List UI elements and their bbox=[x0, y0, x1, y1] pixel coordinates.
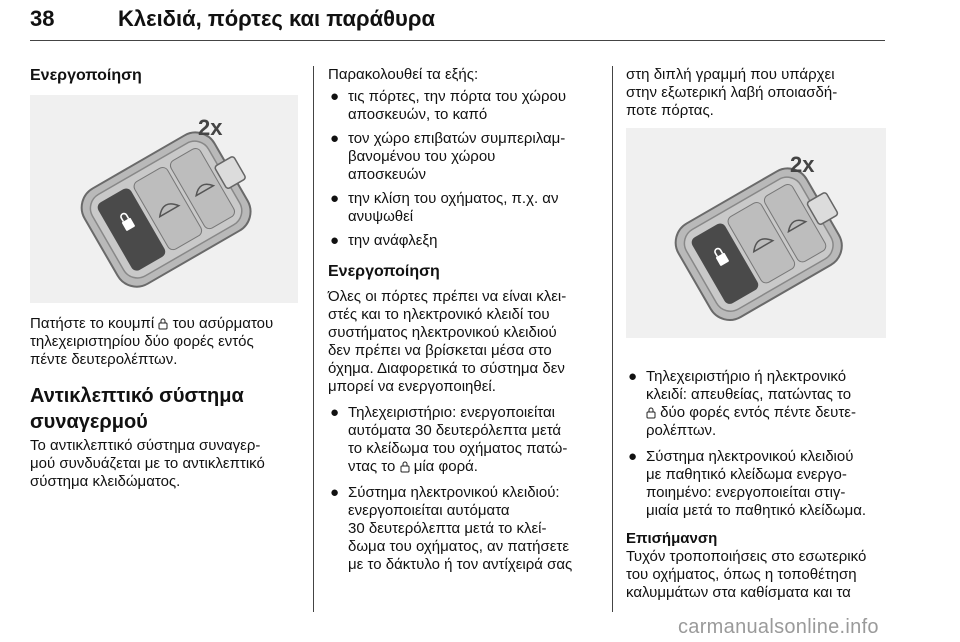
list-item: ● Σύστημα ηλεκτρονικού κλειδιού με παθητικό κλείδωμα ενεργο- ποιημένο: ενεργοποιείται στιγ- μιαία μετά το παθητικό κλείδωμα. bbox=[628, 448, 867, 519]
key-remote-illustration bbox=[626, 128, 886, 338]
column-3 bbox=[626, 66, 898, 602]
text-line: τηλεχειριστηρίου δύο φορές εντός bbox=[30, 333, 254, 350]
bullet-dot: ● bbox=[330, 232, 340, 249]
monitored-list bbox=[328, 88, 606, 250]
list-item: ● Σύστημα ηλεκτρονικού κλειδιού: ενεργοποιείται αυτόματα 30 δευτερόλεπτα μετά το κλεί- δωμα του οχήματος, αν πατήσετε με το δάκτυλο ή τον αντίχειρά σας bbox=[330, 484, 573, 573]
bullet-dot: ● bbox=[628, 448, 638, 465]
list-item: ● Τηλεχειριστήριο ή ηλεκτρονικό κλειδί: απευθείας, πατώντας το δύο φορές εντός πέντε δευτε- ρολέπτων. bbox=[628, 368, 856, 439]
section-heading: Ενεργοποίηση bbox=[328, 263, 440, 280]
paragraph: στη διπλή γραμμή που υπάρχει στην εξωτερική λαβή οποιασδή- ποτε πόρτας. bbox=[626, 66, 838, 119]
text-line: πέντε δευτερολέπτων. bbox=[30, 351, 178, 368]
text-line: του ασύρματου bbox=[172, 315, 274, 332]
bullet-dot: ● bbox=[330, 404, 340, 421]
list-item: ● τον χώρο επιβατών συμπεριλαμ- βανομένου του χώρου αποσκευών bbox=[330, 130, 566, 183]
heading-line: Αντικλεπτικό σύστημα bbox=[30, 385, 244, 407]
lock-icon bbox=[400, 460, 410, 473]
lock-icon bbox=[646, 406, 656, 419]
list-item: ● την κλίση του οχήματος, π.χ. αν ανυψωθεί bbox=[330, 190, 559, 225]
text-line: Πατήστε το κουμπί bbox=[30, 315, 155, 332]
watermark: carmanualsonline.info bbox=[678, 616, 879, 638]
section-heading: Ενεργοποίηση bbox=[30, 67, 142, 84]
intro-text: Παρακολουθεί τα εξής: bbox=[328, 66, 479, 83]
column-divider bbox=[313, 66, 314, 612]
column-2 bbox=[328, 66, 606, 574]
column-divider bbox=[612, 66, 613, 612]
paragraph bbox=[30, 315, 302, 369]
bullet-dot: ● bbox=[330, 484, 340, 501]
bullet-dot: ● bbox=[330, 88, 340, 105]
key-remote-illustration bbox=[30, 95, 298, 303]
chapter-title: Κλειδιά, πόρτες και παράθυρα bbox=[118, 6, 435, 31]
page-header bbox=[30, 6, 930, 40]
list-item: ● τις πόρτες, την πόρτα του χώρου αποσκευών, το καπό bbox=[330, 88, 567, 123]
list-item: ● Τηλεχειριστήριο: ενεργοποιείται αυτόματα 30 δευτερόλεπτα μετά το κλείδωμα του οχήματος πατώ- ντας το μία φορά. bbox=[330, 404, 568, 475]
paragraph: Όλες οι πόρτες πρέπει να είναι κλει- στές και το ηλεκτρονικό κλειδί του συστήματος ηλεκτρονικού κλειδιού δεν πρέπει να βρίσκεται μέσα στο όχημα. Διαφορετικά το σύστημα δεν μπορεί να ενεργοποιηθεί. bbox=[328, 288, 567, 395]
bullet-dot: ● bbox=[628, 368, 638, 385]
text-line: μού συνδυάζεται με το αντικλεπτικό bbox=[30, 455, 265, 472]
note-text: Τυχόν τροποποιήσεις στο εσωτερικό του οχήματος, όπως η τοποθέτηση καλυμμάτων στα καθίσματα και τα bbox=[626, 548, 867, 601]
figure-badge: 2x bbox=[198, 115, 223, 140]
column-1 bbox=[30, 66, 302, 491]
header-rule bbox=[30, 40, 885, 41]
page-number: 38 bbox=[30, 6, 55, 31]
note-title: Επισήμανση bbox=[626, 530, 718, 547]
lock-icon bbox=[158, 317, 168, 330]
text-line: Το αντικλεπτικό σύστημα συναγερ- bbox=[30, 437, 261, 454]
key-remote-figure bbox=[30, 95, 298, 303]
bullet-dot: ● bbox=[330, 130, 340, 147]
heading-line: συναγερμού bbox=[30, 411, 148, 433]
figure-badge: 2x bbox=[790, 152, 815, 177]
bullet-dot: ● bbox=[330, 190, 340, 207]
text-line: σύστημα κλειδώματος. bbox=[30, 473, 181, 490]
paragraph bbox=[30, 437, 302, 491]
section-heading-alarm bbox=[30, 383, 302, 435]
key-remote-figure bbox=[626, 128, 886, 338]
list-item: ● την ανάφλεξη bbox=[330, 232, 438, 249]
